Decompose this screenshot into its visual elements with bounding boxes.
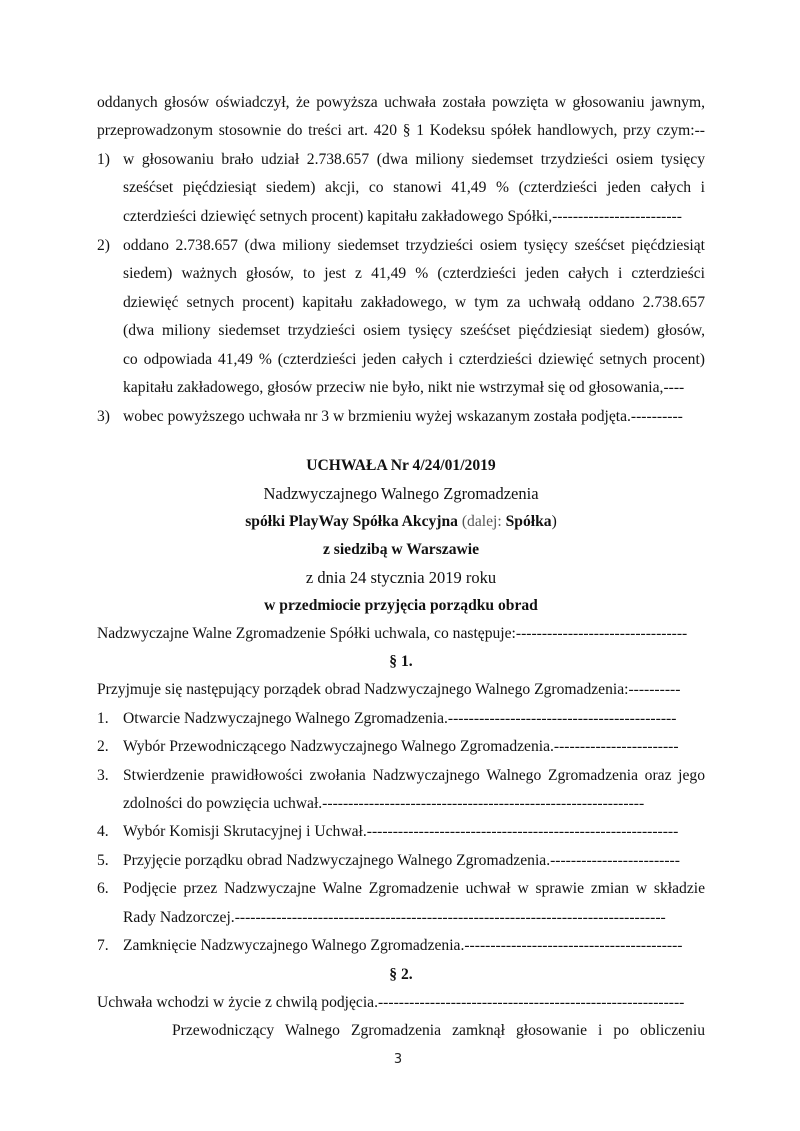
vote-item-2-line-1: oddano 2.738.657 (dwa miliony siedemset trzydzieści osiem tysięcy sześćset pięćdziesiąt bbox=[123, 237, 705, 254]
page-number: 3 bbox=[393, 1052, 403, 1067]
vote-item-1-line-3: czterdzieści dziewięć setnych procent) kapitału zakładowego Spółki,------------------------- bbox=[123, 208, 682, 225]
agenda-item-6-text-line-2: Rady Nadzorczej.----------------------------------------------------------------------------------- bbox=[123, 909, 666, 926]
section-1-intro: Przyjmuje się następujący porządek obrad Nadzwyczajnego Walnego Zgromadzenia:---------- bbox=[97, 681, 681, 698]
company-short-name: Spółka bbox=[505, 513, 552, 530]
section-2-text: Uchwała wchodzi w życie z chwilą podjęcia.----------------------------------------------------------- bbox=[97, 994, 685, 1011]
agenda-item-7-text: Zamknięcie Nadzwyczajnego Walnego Zgromadzenia.------------------------------------------ bbox=[123, 937, 683, 954]
agenda-item-4-number: 4. bbox=[97, 823, 109, 840]
section-2-heading: § 2. bbox=[389, 966, 413, 983]
intro-line-2: przeprowadzonym stosownie do treści art. 420 § 1 Kodeksu spółek handlowych, przy czym:-- bbox=[97, 122, 705, 139]
vote-item-2-line-2: siedem) ważnych głosów, to jest z 41,49 % (czterdzieści jeden całych i czterdzieści bbox=[123, 265, 705, 282]
section-1-heading: § 1. bbox=[389, 653, 413, 670]
agenda-item-1-text: Otwarcie Nadzwyczajnego Walnego Zgromadzenia.-------------------------------------------- bbox=[123, 710, 677, 727]
agenda-item-2-text: Wybór Przewodniczącego Nadzwyczajnego Walnego Zgromadzenia.------------------------ bbox=[123, 738, 679, 755]
agenda-item-5-number: 5. bbox=[97, 852, 109, 869]
resolves-statement: Nadzwyczajne Walne Zgromadzenie Spółki uchwala, co następuje:--------------------------------- bbox=[97, 625, 688, 642]
company-paren-close: ) bbox=[551, 513, 557, 530]
resolution-date: z dnia 24 stycznia 2019 roku bbox=[305, 568, 497, 587]
company-paren-open: (dalej: bbox=[457, 513, 506, 530]
agenda-item-6-number: 6. bbox=[97, 880, 109, 897]
vote-item-2-line-3: dziewięć setnych procent) kapitału zakładowego, w tym za uchwałą oddano 2.738.657 bbox=[123, 294, 705, 311]
vote-item-1-line-1: w głosowaniu brało udział 2.738.657 (dwa miliony siedemset trzydzieści osiem tysięcy bbox=[123, 151, 705, 168]
agenda-item-5-text: Przyjęcie porządku obrad Nadzwyczajnego Walnego Zgromadzenia.------------------------- bbox=[123, 852, 680, 869]
vote-item-2-line-4: (dwa miliony siedemset trzydzieści osiem tysięcy sześćset pięćdziesiąt siedem) głosów, bbox=[123, 322, 705, 339]
vote-item-2-line-5: co odpowiada 41,49 % (czterdzieści jeden całych i czterdzieści dziewięć setnych procent) bbox=[123, 351, 705, 368]
intro-line-1: oddanych głosów oświadczył, że powyższa uchwała została powzięta w głosowaniu jawnym, bbox=[97, 94, 705, 111]
vote-item-3-line-1: wobec powyższego uchwała nr 3 w brzmieniu wyżej wskazanym została podjęta.---------- bbox=[123, 408, 683, 425]
resolution-company bbox=[97, 511, 705, 533]
agenda-item-3-text-line-1: Stwierdzenie prawidłowości zwołania Nadzwyczajnego Walnego Zgromadzenia oraz jego bbox=[123, 767, 705, 784]
agenda-item-7-number: 7. bbox=[97, 937, 109, 954]
resolution-subject: w przedmiocie przyjęcia porządku obrad bbox=[264, 597, 538, 614]
company-name: spółki PlayWay Spółka Akcyjna bbox=[245, 513, 458, 530]
agenda-item-6-text-line-1: Podjęcie przez Nadzwyczajne Walne Zgromadzenie uchwał w sprawie zmian w składzie bbox=[123, 880, 705, 897]
vote-item-3-number: 3) bbox=[97, 408, 110, 425]
vote-item-2-line-6: kapitału zakładowego, głosów przeciw nie było, nikt nie wstrzymał się od głosowania,---- bbox=[123, 379, 685, 396]
vote-item-2-number: 2) bbox=[97, 237, 110, 254]
agenda-item-4-text: Wybór Komisji Skrutacyjnej i Uchwał.------------------------------------------------------------ bbox=[123, 823, 679, 840]
vote-item-1-line-2: sześćset pięćdziesiąt siedem) akcji, co stanowi 41,49 % (czterdzieści jeden całych i bbox=[123, 179, 705, 196]
agenda-item-1-number: 1. bbox=[97, 710, 109, 727]
resolution-title: UCHWAŁA Nr 4/24/01/2019 bbox=[306, 457, 496, 474]
closing-text: Przewodniczący Walnego Zgromadzenia zamknął głosowanie i po obliczeniu bbox=[172, 1022, 705, 1039]
vote-item-1-number: 1) bbox=[97, 151, 110, 168]
agenda-item-3-text-line-2: zdolności do powzięcia uchwał.-------------------------------------------------------------- bbox=[123, 795, 645, 812]
agenda-item-2-number: 2. bbox=[97, 738, 109, 755]
resolution-seat: z siedzibą w Warszawie bbox=[322, 541, 480, 558]
resolution-body: Nadzwyczajnego Walnego Zgromadzenia bbox=[263, 484, 539, 503]
agenda-item-3-number: 3. bbox=[97, 767, 109, 784]
